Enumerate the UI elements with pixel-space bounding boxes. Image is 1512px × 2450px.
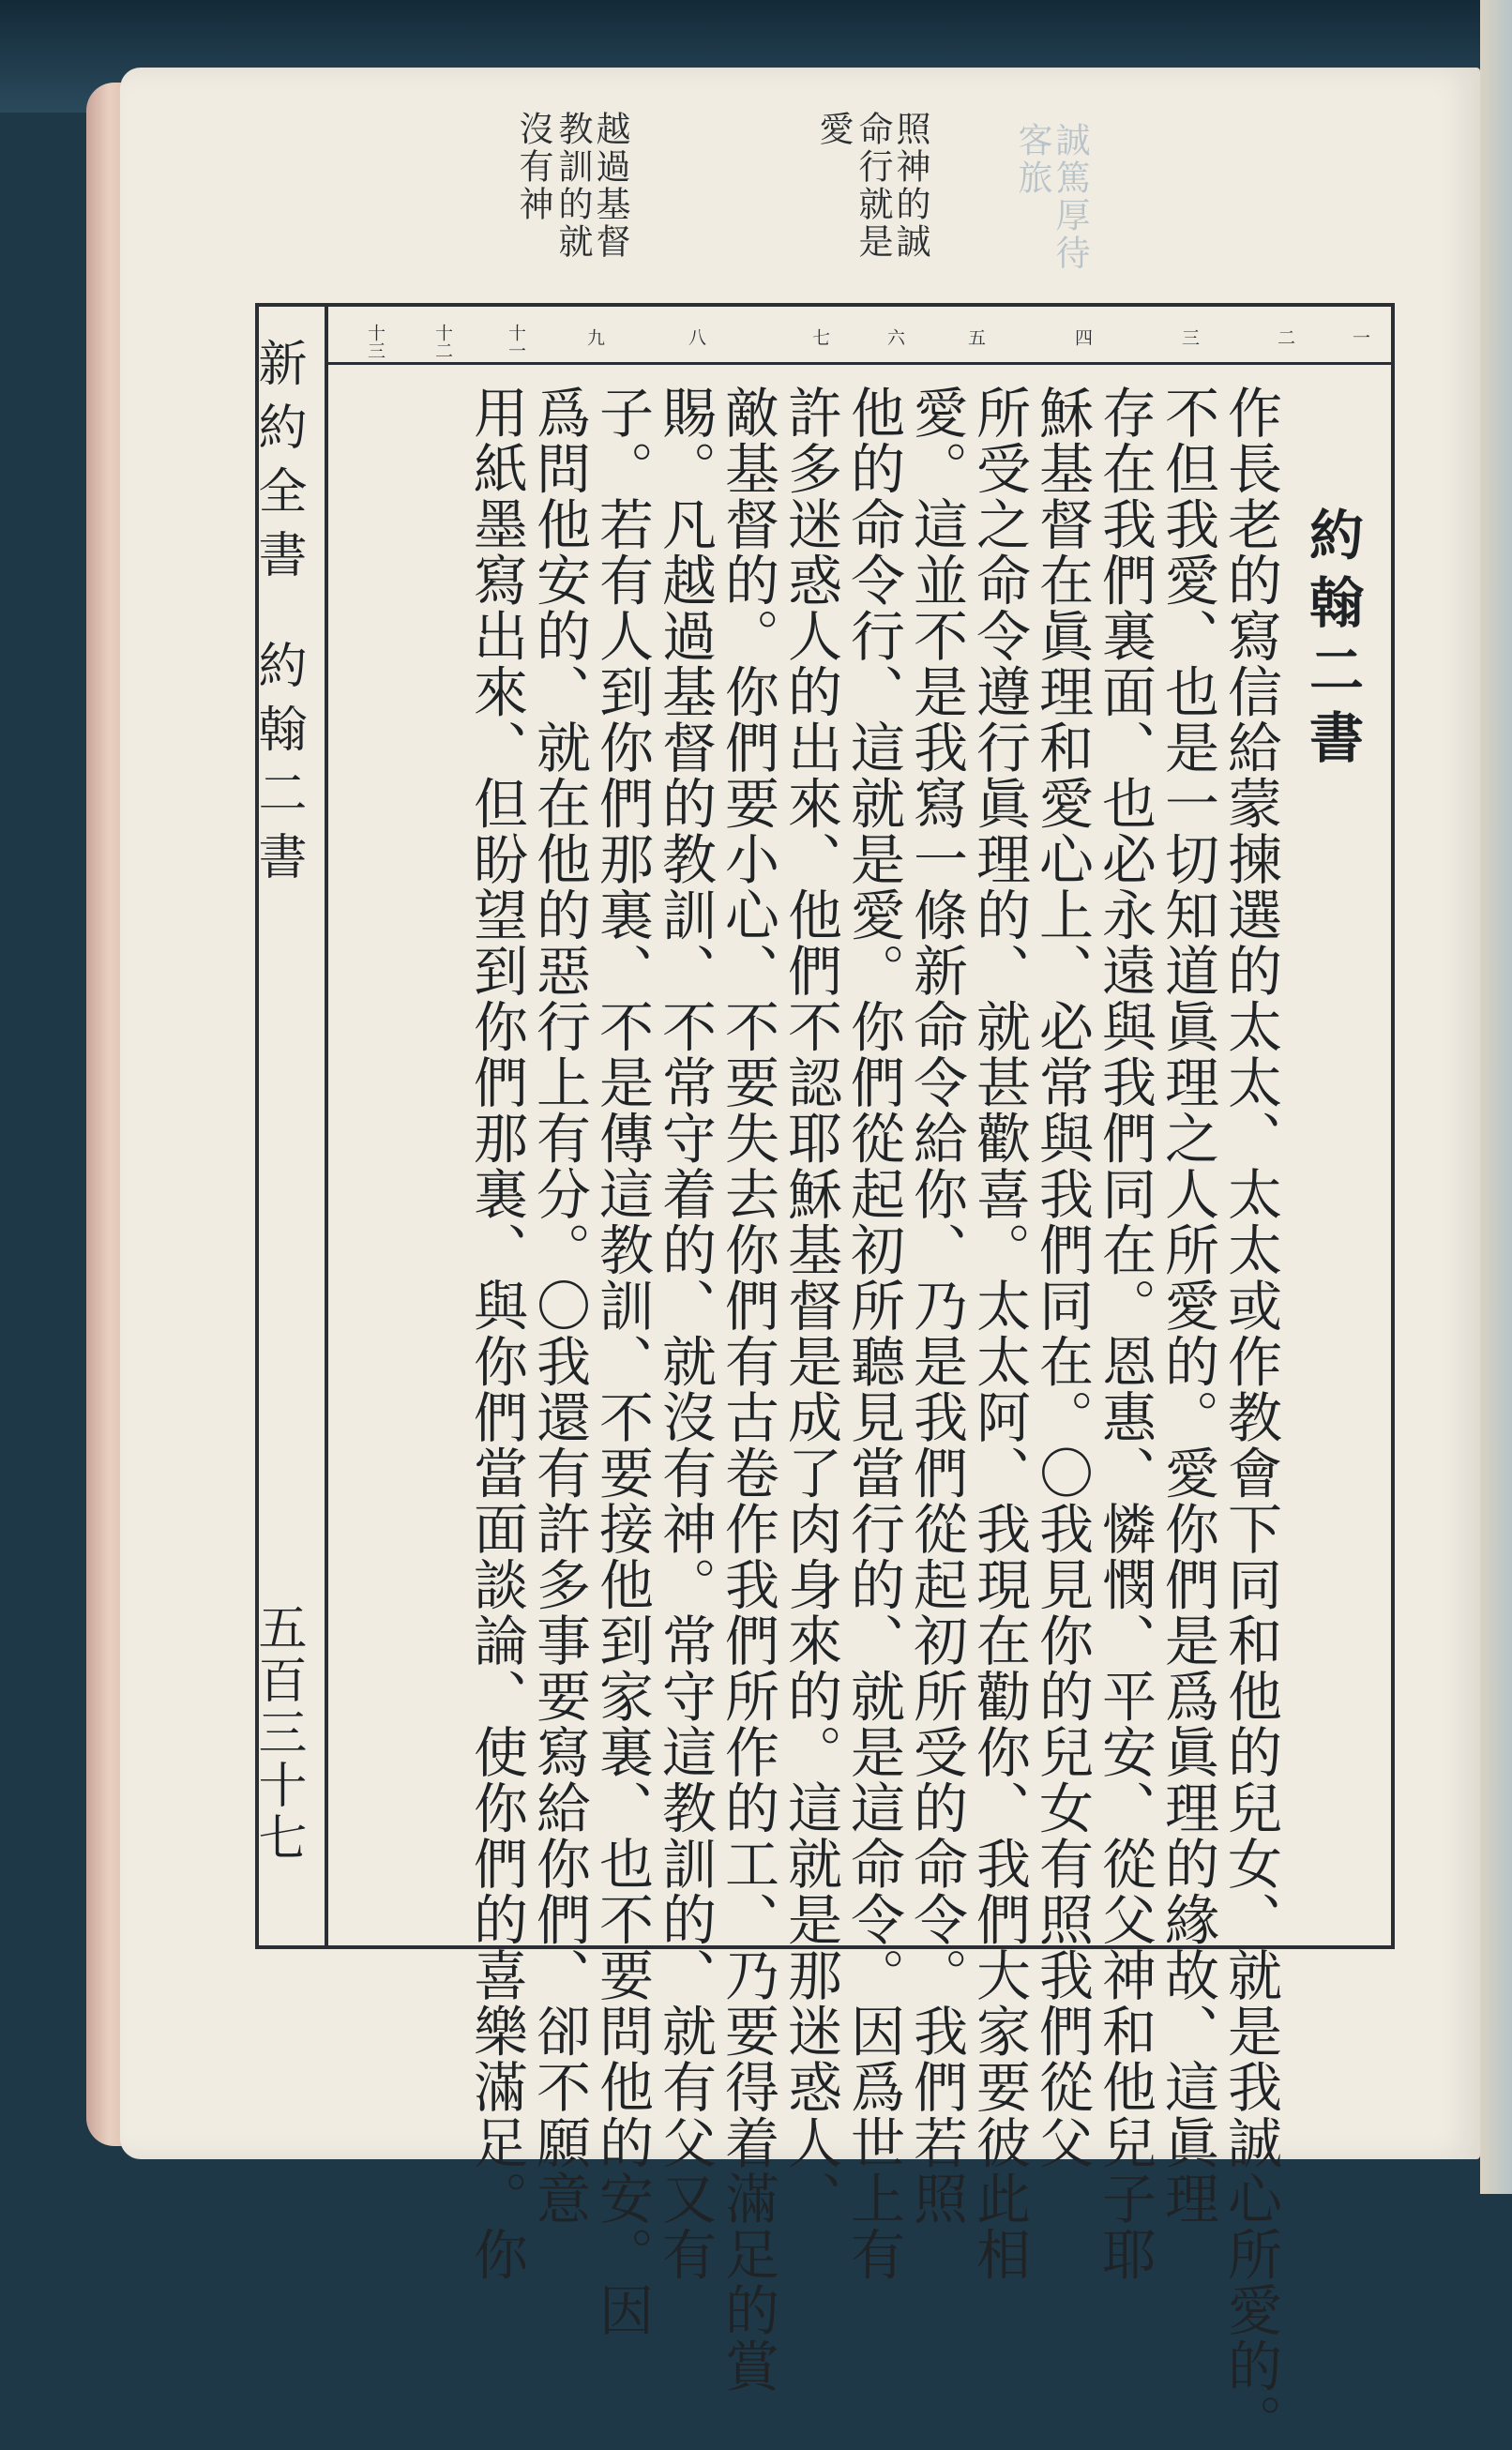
verse-number: 四 <box>1072 328 1093 346</box>
running-head-left: 新約全書 <box>249 338 306 593</box>
verse-number: 八 <box>686 328 706 346</box>
page-number: 五百三十七 <box>249 1602 306 1865</box>
page-gutter <box>1480 0 1512 2194</box>
running-head-rule <box>325 303 328 1949</box>
verse-number: 十二 <box>432 324 453 359</box>
verse-number: 九 <box>584 328 605 346</box>
text-column: 愛。這並不是我寫一條新命令給你、乃是我們從起初所受的命令。我們若照 <box>904 385 968 2227</box>
faded-note-1: 誠篤厚待 <box>1050 122 1090 272</box>
text-column: 穌基督在眞理和愛心上、必常與我們同在。〇我見你的兒女有照我們從父 <box>1030 385 1094 2170</box>
text-column: 作長老的寫信給蒙揀選的太太、太太或作教會下同和他的兒女、就是我誠心所愛的。 <box>1218 385 1282 2450</box>
text-column: 他的命令行、這就是愛。你們從起初所聽見當行的、就是這命令。因爲世上有 <box>841 385 905 2282</box>
verse-number: 七 <box>809 328 830 346</box>
text-column: 敵基督的。你們要小心、不要失去你們有古卷作我們所作的工、乃要得着滿足的賞 <box>716 385 779 2394</box>
book-title: 約翰二書 <box>1300 507 1364 777</box>
verse-number-strip <box>328 307 1391 365</box>
margin-note-2-col1: 越過基督 <box>590 111 630 261</box>
text-column: 所受之命令遵行眞理的、就甚歡喜。太太阿、我現在勸你、我們大家要彼此相 <box>967 385 1031 2282</box>
verse-number: 一 <box>1350 328 1370 346</box>
margin-note-1-col3: 愛 <box>813 111 854 148</box>
running-head-right: 約翰二書 <box>249 640 306 895</box>
verse-number: 十三 <box>365 324 386 359</box>
verse-number: 六 <box>885 328 905 346</box>
margin-note-2-col3: 沒有神 <box>513 111 553 223</box>
verse-number: 五 <box>965 328 986 346</box>
text-column: 爲問他安的、就在他的惡行上有分。〇我還有許多事要寫給你們、卻不願意 <box>527 385 591 2227</box>
faded-note-2: 客旅 <box>1012 122 1052 197</box>
text-column: 子。若有人到你們那裏、不是傳這教訓、不要接他到家裏、也不要問他的安。因 <box>590 385 654 2338</box>
verse-number: 十一 <box>506 324 526 359</box>
verse-number: 二 <box>1275 328 1295 346</box>
text-column: 許多迷惑人的出來、他們不認耶穌基督是成了肉身來的。這就是那迷惑人、 <box>779 385 842 2227</box>
verse-number: 三 <box>1179 328 1200 346</box>
text-column: 賜。凡越過基督的教訓、不常守着的、就沒有神。常守這教訓的、就有父又有 <box>653 385 717 2282</box>
margin-note-1-col1: 照神的誠 <box>890 111 930 261</box>
text-column: 不但我愛、也是一切知道眞理之人所愛的。愛你們是爲眞理的緣故、這眞理 <box>1156 385 1219 2227</box>
text-column: 用紙墨寫出來、但盼望到你們那裏、與你們當面談論、使你們的喜樂滿足。你 <box>464 385 528 2282</box>
margin-note-1-col2: 命行就是 <box>853 111 893 261</box>
running-head <box>249 338 306 895</box>
text-column: 存在我們裏面、也必永遠與我們同在。恩惠、憐憫、平安、從父神和他兒子耶 <box>1093 385 1157 2282</box>
margin-note-2-col2: 教訓的就 <box>552 111 593 261</box>
